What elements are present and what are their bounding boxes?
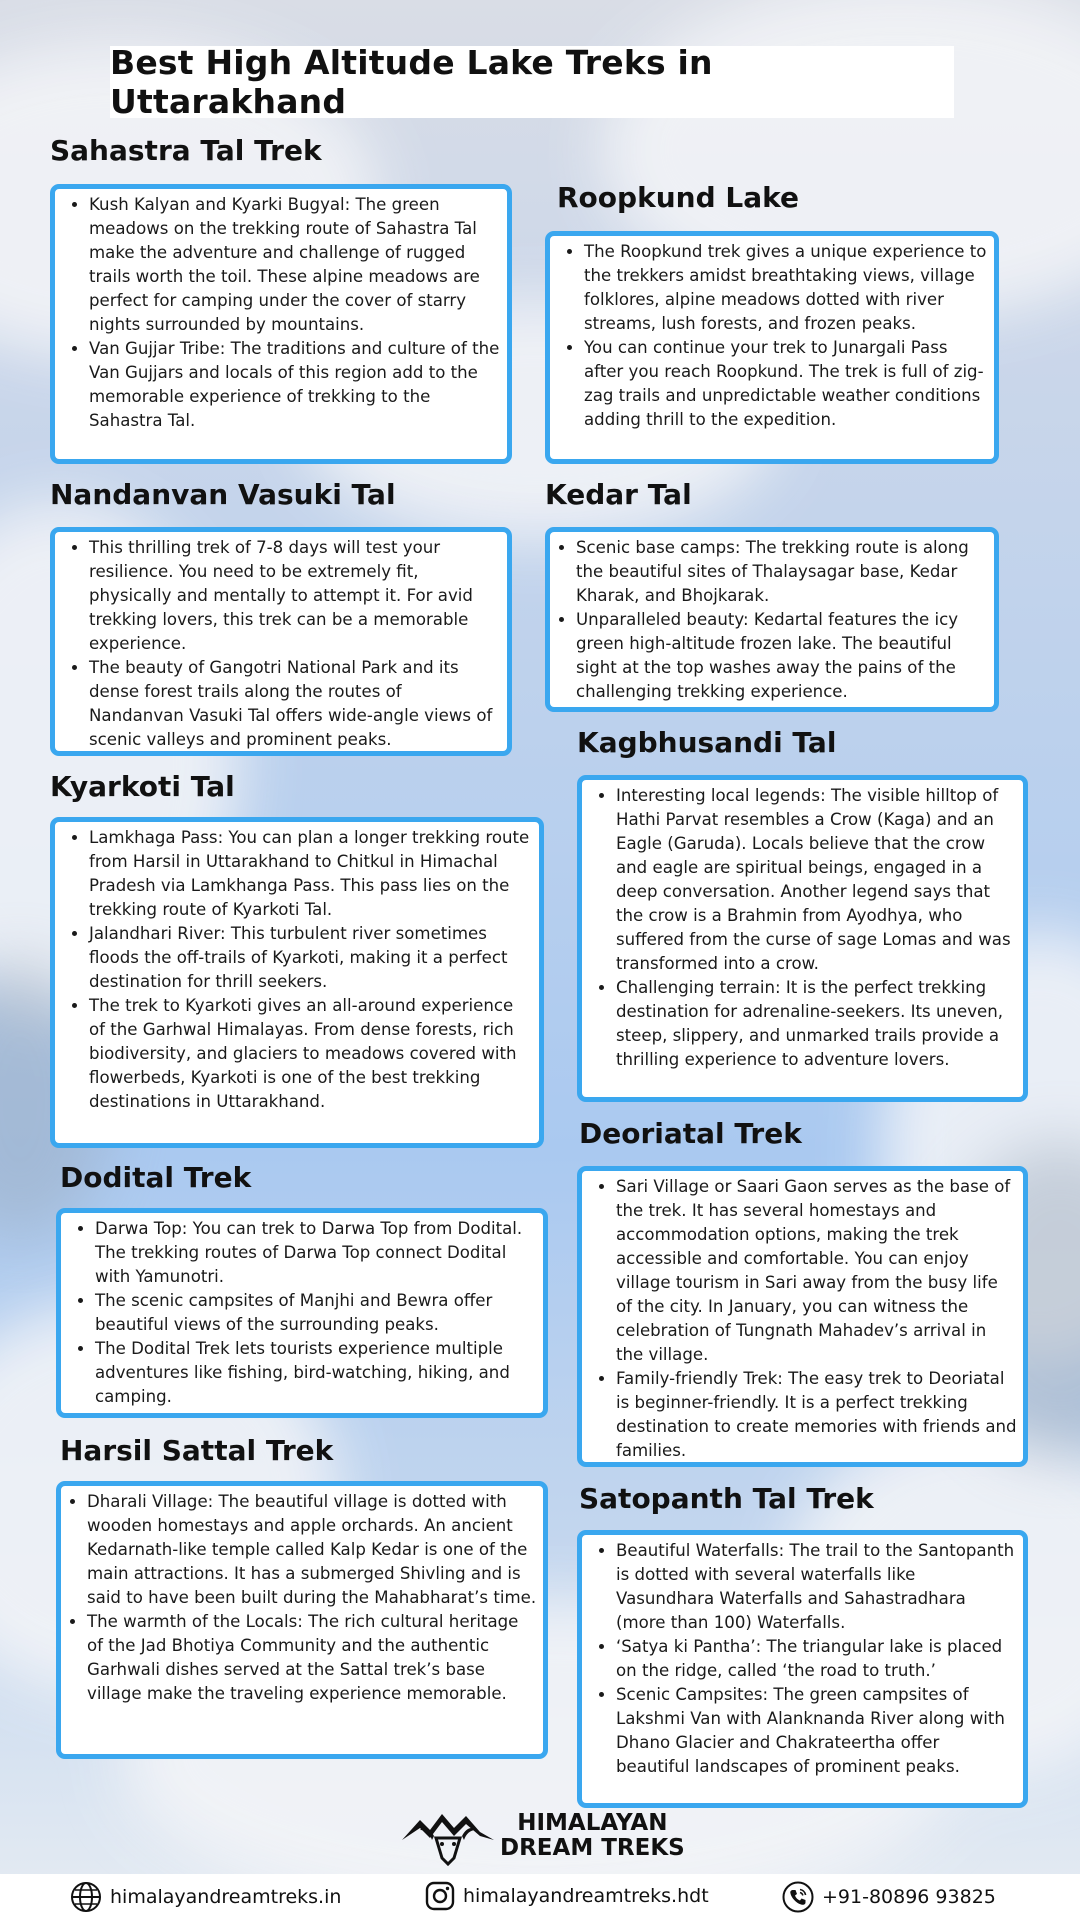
bullet-point: • Dharali Village: The beautiful village is dotted with wooden homestays and apple orchards. An ancient Kedarnath-like temple called Kalp Kedar is one of the main attractions. It has a submerged Shivling and is said to have been built during the Mahabharat’s time. [87,1490,537,1610]
section-title-dodital: Dodital Trek [60,1161,252,1194]
bullet-point: • Challenging terrain: It is the perfect trekking destination for adrenaline-seekers. Its uneven, steep, slippery, and unmarked trails provide a thrilling experience to adventure lovers. [616,976,1017,1072]
phone-text: +91-80896 93825 [822,1886,996,1908]
bullet-list [55,536,501,752]
bullet-point: • Van Gujjar Tribe: The traditions and culture of the Van Gujjars and locals of this region add to the memorable experience of trekking to the Sahastra Tal. [89,337,501,433]
bullet-point: • The beauty of Gangotri National Park and its dense forest trails along the routes of Nandanvan Vasuki Tal offers wide-angle views of scenic valleys and prominent peaks. [89,656,501,752]
mountain-goat-logo-icon [400,1806,496,1866]
section-title-deoriatal: Deoriatal Trek [579,1117,802,1150]
section-card-kyarkoti-tal [50,817,544,1148]
section-title-satopanth-tal: Satopanth Tal Trek [579,1482,874,1515]
bullet-point: • Lamkhaga Pass: You can plan a longer trekking route from Harsil in Uttarakhand to Chitkul in Himachal Pradesh via Lamkhanga Pass. This pass lies on the trekking route of Kyarkoti Tal. [89,826,533,922]
bullet-point: • The scenic campsites of Manjhi and Bewra offer beautiful views of the surrounding peaks. [95,1289,537,1337]
bullet-point: • The trek to Kyarkoti gives an all-around experience of the Garhwal Himalayas. From dense forests, rich biodiversity, and glaciers to meadows covered with flowerbeds, Kyarkoti is one of the best trekking destinations in Uttarakhand. [89,994,533,1114]
bullet-list [61,1490,537,1706]
bullet-point: • Darwa Top: You can trek to Darwa Top from Dodital. The trekking routes of Darwa Top connect Dodital with Yamunotri. [95,1217,537,1289]
section-title-kyarkoti-tal: Kyarkoti Tal [50,770,235,803]
phone-link[interactable] [782,1881,996,1913]
section-title-nandanvan-vasuki-tal: Nandanvan Vasuki Tal [50,478,396,511]
phone-icon [782,1881,814,1913]
bullet-point: • Scenic base camps: The trekking route is along the beautiful sites of Thalaysagar base, Kedar Kharak, and Bhojkarak. [576,536,988,608]
section-card-dodital [56,1208,548,1418]
bullet-point: • This thrilling trek of 7-8 days will test your resilience. You need to be extremely fit, physically and mentally to attempt it. For avid trekking lovers, this trek can be a memorable experience. [89,536,501,656]
section-title-harsil-sattal: Harsil Sattal Trek [60,1434,334,1467]
bullet-point: • ‘Satya ki Pantha’: The triangular lake is placed on the ridge, called ‘the road to truth.’ [616,1635,1017,1683]
bullet-point: • Unparalleled beauty: Kedartal features the icy green high-altitude frozen lake. The beautiful sight at the top washes away the pains of the challenging trekking experience. [576,608,988,704]
page-title: Best High Altitude Lake Treks in Uttarakhand [110,43,713,121]
bullet-list [55,193,501,433]
brand-logo [400,1806,685,1866]
section-card-nandanvan-vasuki-tal [50,527,512,756]
bullet-point: • Kush Kalyan and Kyarki Bugyal: The green meadows on the trekking route of Sahastra Tal make the adventure and challenge of rugged trails worth the toil. These alpine meadows are perfect for camping under the cover of starry nights surrounded by mountains. [89,193,501,337]
website-link[interactable] [70,1881,341,1913]
section-title-kedar-tal: Kedar Tal [545,478,692,511]
bullet-list [55,826,533,1114]
bullet-point: • Sari Village or Saari Gaon serves as the base of the trek. It has several homestays and accommodation options, making the trek accessible and comfortable. You can enjoy village tourism in Sari away from the busy life of the city. In January, you can witness the celebration of Tungnath Mahadev’s arrival in the village. [616,1175,1017,1367]
bullet-list [582,784,1017,1072]
bullet-list [582,1539,1017,1779]
bullet-point: • The warmth of the Locals: The rich cultural heritage of the Jad Bhotiya Community and the authentic Garhwali dishes served at the Sattal trek’s base village make the traveling experience memorable. [87,1610,537,1706]
section-card-kedar-tal [545,527,999,712]
bullet-list [550,240,988,432]
instagram-icon [425,1881,455,1911]
bullet-point: • The Roopkund trek gives a unique experience to the trekkers amidst breathtaking views, village folklores, alpine meadows dotted with river streams, lush forests, and frozen peaks. [584,240,988,336]
bullet-point: • Interesting local legends: The visible hilltop of Hathi Parvat resembles a Crow (Kaga) and an Eagle (Garuda). Locals believe that the crow and eagle are spiritual beings, engaged in a deep conversation. Another legend says that the crow is a Brahmin from Ayodhya, who suffered from the curse of sage Lomas and was transformed into a crow. [616,784,1017,976]
bullet-point: • You can continue your trek to Junargali Pass after you reach Roopkund. The trek is full of zig-zag trails and unpredictable weather conditions adding thrill to the expedition. [584,336,988,432]
instagram-text: himalayandreamtreks.hdt [463,1885,709,1907]
section-card-kagbhusandi-tal [577,775,1028,1102]
bullet-point: • Family-friendly Trek: The easy trek to Deoriatal is beginner-friendly. It is a perfect trekking destination to create memories with friends and families. [616,1367,1017,1463]
title-banner [110,43,954,121]
bullet-point: • Beautiful Waterfalls: The trail to the Santopanth is dotted with several waterfalls like Vasundhara Waterfalls and Sahastradhara (more than 100) Waterfalls. [616,1539,1017,1635]
brand-line-1: HIMALAYAN [517,1810,668,1836]
section-card-satopanth-tal [577,1530,1028,1808]
brand-name [500,1811,685,1861]
brand-line-2: DREAM TREKS [500,1835,685,1861]
section-title-roopkund: Roopkund Lake [557,181,799,214]
bullet-point: • Jalandhari River: This turbulent river sometimes floods the off-trails of Kyarkoti, making it a perfect destination for thrill seekers. [89,922,533,994]
section-title-kagbhusandi-tal: Kagbhusandi Tal [577,726,837,759]
section-card-deoriatal [577,1166,1028,1467]
section-card-roopkund [545,231,999,464]
bullet-list [550,536,988,704]
instagram-link[interactable] [425,1881,709,1911]
bullet-point: • The Dodital Trek lets tourists experience multiple adventures like fishing, bird-watching, hiking, and camping. [95,1337,537,1409]
website-text: himalayandreamtreks.in [110,1886,342,1908]
section-card-sahastra-tal [50,184,512,464]
section-card-harsil-sattal [56,1481,548,1759]
bullet-point: • Scenic Campsites: The green campsites of Lakshmi Van with Alanknanda River along with Dhano Glacier and Chakrateertha offer beautiful landscapes of prominent peaks. [616,1683,1017,1779]
bullet-list [582,1175,1017,1463]
section-title-sahastra-tal: Sahastra Tal Trek [50,134,322,167]
globe-icon [70,1881,102,1913]
bullet-list [61,1217,537,1409]
contact-footer [0,1874,1080,1920]
